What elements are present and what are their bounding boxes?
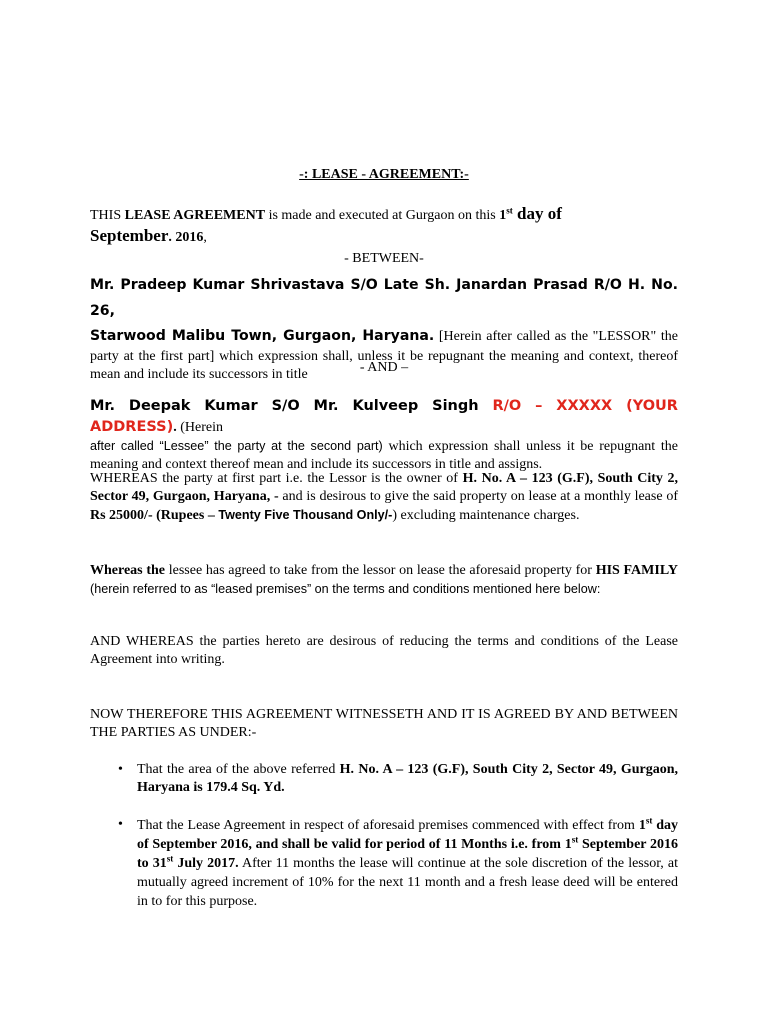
whereas-parties-paragraph: AND WHEREAS the parties hereto are desirous of reducing the terms and conditions of the Lease Agreement into writing. <box>90 634 678 667</box>
bullet-marker: • <box>118 817 123 832</box>
now-therefore-paragraph: NOW THEREFORE THIS AGREEMENT WITNESSETH AND IT IS AGREED BY AND BETWEEN THE PARTIES AS UNDER:- <box>90 707 678 740</box>
between-heading: - BETWEEN- <box>344 251 424 266</box>
bullet-marker: • <box>118 762 123 777</box>
clause-lease-period: That the Lease Agreement in respect of aforesaid premises commenced with effect from 1st day of September 2016, and shall be valid for period of 11 Months i.e. from 1st September 2016 to 31st July 2017. After 11 months the lease will continue at the sole discretion of the lessor, at mutually agreed increment of 10% for the next 11 month and a fresh lease deed will be entered in to for this purpose. <box>137 815 679 909</box>
document-title: -: LEASE - AGREEMENT:- <box>299 167 469 182</box>
lessor-paragraph: Mr. Pradeep Kumar Shrivastava S/O Late Sh. Janardan Prasad R/O H. No. 26, Starwood Malibu Town, Gurgaon, Haryana. [Herein after called as the "LESSOR" the party at the first part] which expression shall, unless it be repugnant the meaning and context, thereof mean and include its successors in title <box>90 277 678 382</box>
lessee-paragraph: Mr. Deepak Kumar S/O Mr. Kulveep Singh R/O – XXXXX (YOUR ADDRESS). (Herein after called “Lessee” the party at the second part) which expression shall unless it be repugnant the meaning and context thereof mean and include its successors in title and assigns. <box>90 398 678 472</box>
whereas-owner-paragraph: WHEREAS the party at first part i.e. the Lessor is the owner of H. No. A – 123 (G.F), South City 2, Sector 49, Gurgaon, Haryana, - and is desirous to give the said property on lease at a monthly lease of Rs 25000/- (Rupees – Twenty Five Thousand Only/-) excluding maintenance charges. <box>90 471 679 523</box>
clause-area: That the area of the above referred H. No. A – 123 (G.F), South City 2, Sector 49, Gurgaon, Haryana is 179.4 Sq. Yd. <box>137 762 678 795</box>
intro-paragraph: THIS LEASE AGREEMENT is made and executed at Gurgaon on this 1st day of September. 2016, <box>90 204 562 245</box>
and-heading: - AND – <box>359 360 409 375</box>
whereas-lessee-paragraph: Whereas the lessee has agreed to take from the lessor on lease the aforesaid property for HIS FAMILY (herein referred to as “leased premises” on the terms and conditions mentioned here below: <box>90 563 678 596</box>
